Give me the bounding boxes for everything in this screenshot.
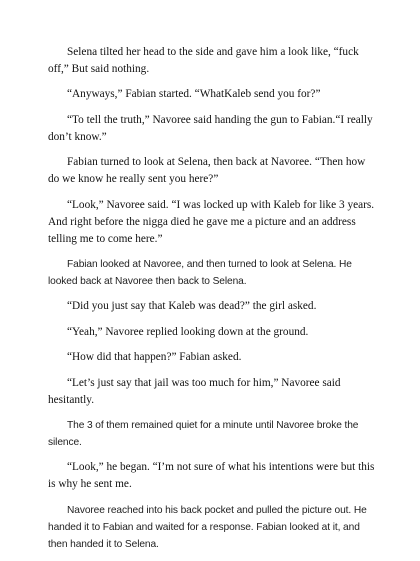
paragraph-3: “To tell the truth,” Navoree said handing the gun to Fabian.“I really don’t know.” (48, 113, 373, 143)
page-body-text (48, 44, 376, 561)
paragraph-13: Navoree reached into his back pocket and pulled the picture out. He handed it to Fabian and waited for a response. Fabian looked at it, and then handed it to Selena. (48, 504, 367, 550)
paragraph-10: “Let’s just say that jail was too much for him,” Navoree said hesitantly. (48, 376, 341, 406)
paragraph-1: Selena tilted her head to the side and gave him a look like, “fuck off,” But said nothing. (48, 46, 359, 75)
paragraph-5: “Look,” Navoree said. “I was locked up with Kaleb for like 3 years. And right before the nigga died he gave me a picture and an address telling me to come here.” (48, 198, 375, 245)
paragraph-11: The 3 of them remained quiet for a minute until Navoree broke the silence. (48, 419, 359, 448)
paragraph-6: Fabian looked at Navoree, and then turned to look at Selena. He looked back at Navoree then back to Selena. (48, 258, 352, 287)
paragraph-7: “Did you just say that Kaleb was dead?” the girl asked. (67, 300, 317, 313)
paragraph-9: “How did that happen?” Fabian asked. (67, 351, 242, 364)
paragraph-2: “Anyways,” Fabian started. “WhatKaleb send you for?” (67, 88, 321, 101)
paragraph-12: “Look,” he began. “I’m not sure of what his intentions were but this is why he sent me. (48, 461, 375, 491)
paragraph-8: “Yeah,” Navoree replied looking down at the ground. (67, 325, 309, 338)
paragraph-4: Fabian turned to look at Selena, then back at Navoree. “Then how do we know he really sent you here?” (48, 156, 366, 186)
